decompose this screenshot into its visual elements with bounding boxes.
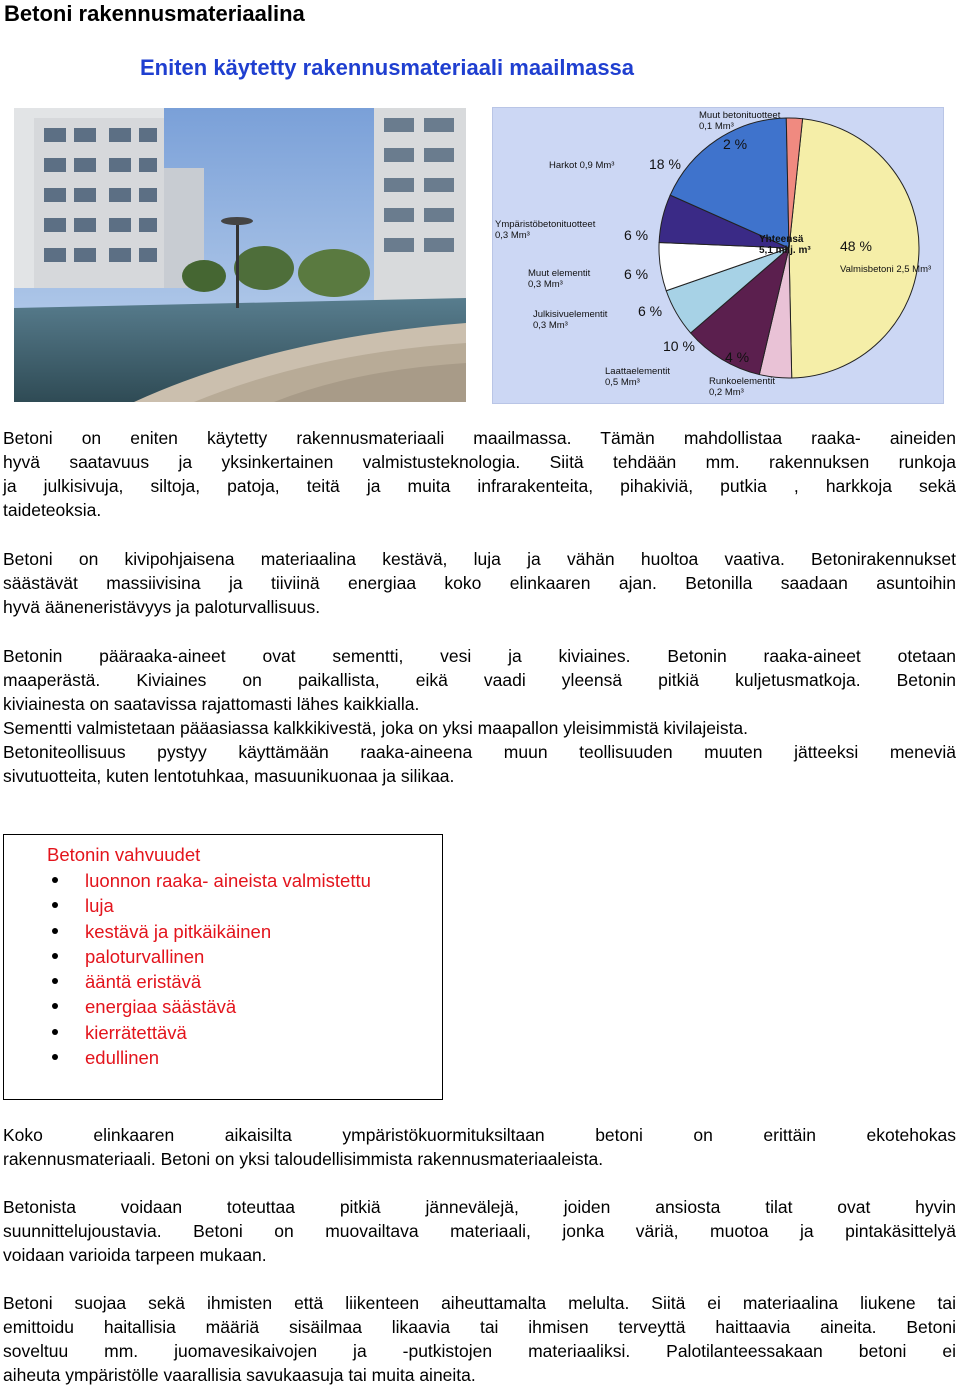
pie-chart <box>492 107 944 404</box>
text-line: säästävät massiivisina ja tiiviinä energiaa koko elinkaaren ajan. Betonilla saadaan asuntoihin <box>3 573 956 593</box>
label-harkot: Harkot 0,9 Mm³ <box>549 160 615 171</box>
bullet-icon <box>52 902 58 908</box>
paragraph-6 <box>3 1291 956 1387</box>
text-line: kiviainesta on saatavissa rajattomasti lähes kaikkialla. <box>3 694 420 714</box>
text-line: hyvä saatavuus ja yksinkertainen valmistusteknologia. Siitä tehdään mm. rakennuksen runkoja <box>3 452 956 472</box>
pie-total: Yhteensä 5,1 milj. m³ <box>759 234 811 256</box>
label-muut-elementit: Muut elementit 0,3 Mm³ <box>528 268 591 290</box>
text-line: emittoidu haitallisia määriä sisäilmaa likaavia tai ihmisen terveyttä haittaavia aineita. Betoni <box>3 1317 956 1337</box>
bullet-icon <box>52 1029 58 1035</box>
text-line: Betoni on eniten käytetty rakennusmateriaali maailmassa. Tämän mahdollistaa raaka- aineiden <box>3 428 956 448</box>
text-line: Betonista voidaan toteuttaa pitkiä jännevälejä, joiden ansiosta tilat ovat hyvin <box>3 1197 956 1217</box>
bullet-icon <box>52 953 58 959</box>
text-line: ja julkisivuja, siltoja, patoja, teitä ja muita infrarakenteita, pihakiviä, putkia , harkkoja sekä <box>3 476 956 496</box>
list-item: edullinen <box>47 1045 371 1070</box>
text-line: sivutuotteita, kuten lentotuhkaa, masuunikuonaa ja silikaa. <box>3 766 455 786</box>
pct-laattaelementit: 10 % <box>663 338 695 354</box>
text-line: taideteoksia. <box>3 500 102 520</box>
pie-chart-svg <box>493 108 945 405</box>
pct-julkisivuelementit: 6 % <box>638 303 663 319</box>
building-photo <box>14 108 466 402</box>
paragraph-4 <box>3 1123 956 1171</box>
pct-harkot: 18 % <box>649 156 681 172</box>
text-line: Betoniteollisuus pystyy käyttämään raaka-aineena muun teollisuuden muuten jätteeksi meneviä <box>3 742 956 762</box>
strengths-list <box>47 868 371 1070</box>
text-line: aiheuta ympäristölle vaarallisia savukaasuja tai muita aineita. <box>3 1365 476 1385</box>
text-line: maaperästä. Kiviaines on paikallista, eikä vaadi yleensä pitkiä kuljetusmatkoja. Betonin <box>3 670 956 690</box>
paragraph-1 <box>3 426 956 522</box>
pct-muut-betonituotteet: 2 % <box>723 136 748 152</box>
label-valmisbetoni: Valmisbetoni 2,5 Mm³ <box>840 264 932 275</box>
strengths-title: Betonin vahvuudet <box>47 844 201 865</box>
text-line: Sementti valmistetaan pääasiassa kalkkikivestä, joka on yksi maapallon yleisimmistä kivilajeista. <box>3 718 749 738</box>
list-item: kierrätettävä <box>47 1020 371 1045</box>
text-line: suunnittelujoustavia. Betoni on muovailtava materiaali, jonka väriä, muotoa ja pintakäsittelyä <box>3 1221 956 1241</box>
page-subtitle: Eniten käytetty rakennusmateriaali maailmassa <box>140 55 635 80</box>
text-line: voidaan varioida tarpeen mukaan. <box>3 1245 267 1265</box>
pct-ymparistobetonituotteet: 6 % <box>624 227 649 243</box>
bullet-icon <box>52 877 58 883</box>
label-laattaelementit: Laattaelementit 0,5 Mm³ <box>605 366 670 388</box>
list-item: luja <box>47 893 371 918</box>
label-runkoelementit: Runkoelementit 0,2 Mm³ <box>709 376 776 398</box>
text-line: soveltuu mm. juomavesikaivojen ja -putkistojen materiaaliksi. Palotilanteessakaan betoni ei <box>3 1341 956 1361</box>
pct-muut-elementit: 6 % <box>624 266 649 282</box>
list-item: kestävä ja pitkäikäinen <box>47 919 371 944</box>
text-line: rakennusmateriaali. Betoni on yksi taloudellisimmista rakennusmateriaaleista. <box>3 1149 604 1169</box>
list-item: ääntä eristävä <box>47 969 371 994</box>
pct-runkoelementit: 4 % <box>725 349 750 365</box>
paragraph-2 <box>3 547 956 619</box>
paragraph-3 <box>3 644 956 788</box>
text-line: hyvä ääneneristävyys ja paloturvallisuus. <box>3 597 321 617</box>
label-muut-betonituotteet: Muut betonituotteet 0,1 Mm³ <box>699 110 781 132</box>
bullet-icon <box>52 928 58 934</box>
label-ymparistobetonituotteet: Ympäristöbetonituotteet 0,3 Mm³ <box>495 219 596 241</box>
bullet-icon <box>52 1054 58 1060</box>
text-line: Betonin pääraaka-aineet ovat sementti, vesi ja kiviaines. Betonin raaka-aineet otetaan <box>3 646 956 666</box>
text-line: Koko elinkaaren aikaisilta ympäristökuormituksiltaan betoni on erittäin ekotehokas <box>3 1125 956 1145</box>
list-item: luonnon raaka- aineista valmistettu <box>47 868 371 893</box>
list-item: paloturvallinen <box>47 944 371 969</box>
bullet-icon <box>52 978 58 984</box>
page-title: Betoni rakennusmateriaalina <box>4 1 305 26</box>
list-item: energiaa säästävä <box>47 994 371 1019</box>
text-line: Betoni suojaa sekä ihmisten että liikenteen aiheuttamalta melulta. Siitä ei materiaalina liukene tai <box>3 1293 956 1313</box>
text-line: Betoni on kivipohjaisena materiaalina kestävä, luja ja vähän huoltoa vaativa. Betonirakennukset <box>3 549 956 569</box>
pct-valmisbetoni: 48 % <box>840 238 872 254</box>
paragraph-5 <box>3 1195 956 1267</box>
label-julkisivuelementit: Julkisivuelementit 0,3 Mm³ <box>533 309 608 331</box>
bullet-icon <box>52 1003 58 1009</box>
